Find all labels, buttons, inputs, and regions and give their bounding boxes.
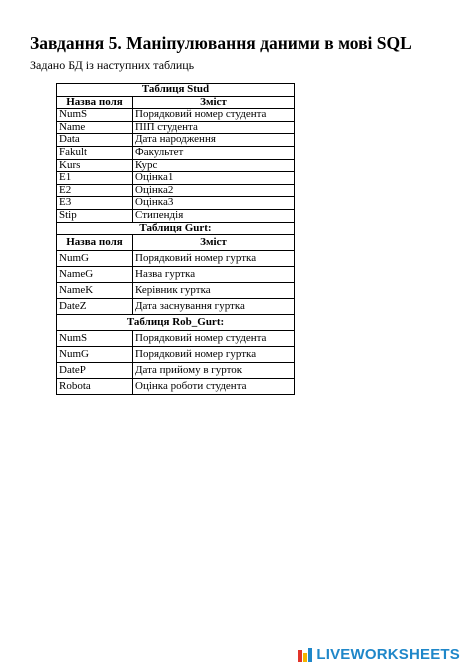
field-name-cell: NumS: [57, 109, 133, 122]
field-name-cell: E2: [57, 184, 133, 197]
table-caption-row: [57, 84, 295, 97]
table-row: [57, 251, 295, 267]
table-row: [57, 283, 295, 299]
field-desc-cell: Назва гуртка: [133, 267, 295, 283]
field-name-cell: Fakult: [57, 146, 133, 159]
field-desc-cell: Керівник гуртка: [133, 283, 295, 299]
table-row: [57, 146, 295, 159]
field-name-cell: NameK: [57, 283, 133, 299]
table-row: [57, 331, 295, 347]
table-row: [57, 209, 295, 222]
field-desc-cell: Порядковий номер студента: [133, 109, 295, 122]
table-row: [57, 172, 295, 185]
field-desc-cell: Порядковий номер гуртка: [133, 347, 295, 363]
field-name-cell: E3: [57, 197, 133, 210]
table-caption-stud: Таблиця Stud: [57, 84, 295, 97]
column-header-field: Назва поля: [57, 235, 133, 251]
table-caption-rob-gurt: Таблиця Rob_Gurt:: [57, 315, 295, 331]
field-name-cell: E1: [57, 172, 133, 185]
field-desc-cell: Оцінка роботи студента: [133, 379, 295, 395]
field-desc-cell: Дата заснування гуртка: [133, 299, 295, 315]
column-header-field: Назва поля: [57, 96, 133, 109]
field-desc-cell: Стипендія: [133, 209, 295, 222]
table-row: [57, 197, 295, 210]
field-name-cell: Stip: [57, 209, 133, 222]
field-desc-cell: Дата народження: [133, 134, 295, 147]
table-row: [57, 267, 295, 283]
field-name-cell: Robota: [57, 379, 133, 395]
field-desc-cell: Дата прийому в гурток: [133, 363, 295, 379]
field-name-cell: NumS: [57, 331, 133, 347]
field-name-cell: Data: [57, 134, 133, 147]
column-header-content: Зміст: [133, 235, 295, 251]
table-row: [57, 363, 295, 379]
liveworksheets-logo: [297, 646, 460, 663]
liveworksheets-logo-icon: [297, 647, 313, 663]
table-caption-row: [57, 222, 295, 235]
field-desc-cell: Курс: [133, 159, 295, 172]
field-name-cell: NameG: [57, 267, 133, 283]
table-row: [57, 121, 295, 134]
field-name-cell: DateP: [57, 363, 133, 379]
table-caption-gurt: Таблиця Gurt:: [57, 222, 295, 235]
schema-table: [56, 83, 295, 395]
field-name-cell: Kurs: [57, 159, 133, 172]
field-desc-cell: Факультет: [133, 146, 295, 159]
page-title: Завдання 5. Маніпулювання даними в мові SQL: [30, 33, 412, 53]
table-row: [57, 347, 295, 363]
field-desc-cell: Порядковий номер студента: [133, 331, 295, 347]
header-row: [57, 96, 295, 109]
table-caption-row: [57, 315, 295, 331]
table-row: [57, 159, 295, 172]
page-subtitle: Задано БД із наступних таблиць: [30, 58, 195, 72]
column-header-content: Зміст: [133, 96, 295, 109]
table-row: [57, 299, 295, 315]
field-desc-cell: Порядковий номер гуртка: [133, 251, 295, 267]
field-name-cell: DateZ: [57, 299, 133, 315]
logo-text-live: LIVE: [316, 646, 351, 663]
table-row: [57, 379, 295, 395]
table-row: [57, 184, 295, 197]
field-name-cell: NumG: [57, 251, 133, 267]
field-desc-cell: Оцінка2: [133, 184, 295, 197]
logo-text-worksheets: WORKSHEETS: [350, 646, 460, 663]
table-row: [57, 134, 295, 147]
field-desc-cell: Оцінка1: [133, 172, 295, 185]
field-name-cell: NumG: [57, 347, 133, 363]
field-desc-cell: ПІП студента: [133, 121, 295, 134]
field-desc-cell: Оцінка3: [133, 197, 295, 210]
header-row: [57, 235, 295, 251]
field-name-cell: Name: [57, 121, 133, 134]
table-row: [57, 109, 295, 122]
